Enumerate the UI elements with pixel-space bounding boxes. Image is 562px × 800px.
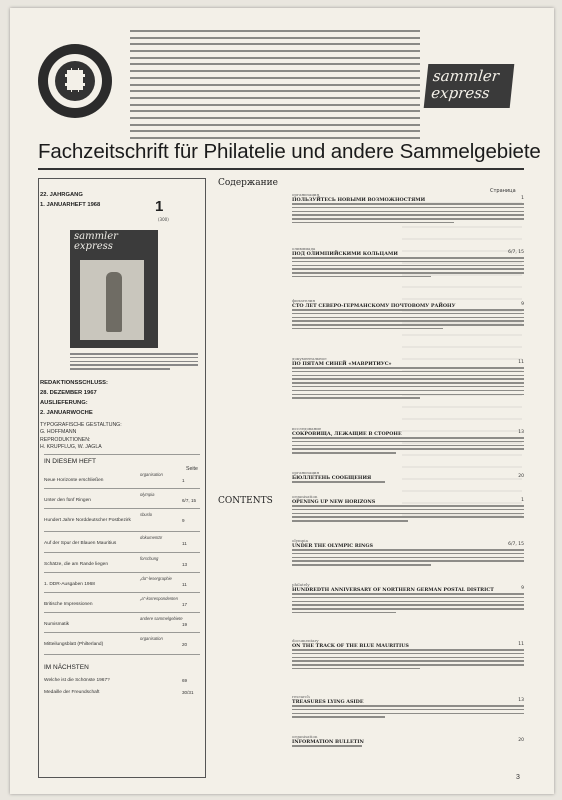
typo-label: TYPOGRAFISCHE GESTALTUNG: [40,422,122,428]
issue-number: 1 [155,198,164,215]
in-diesem-heft-heading: IN DIESEM HEFT [44,458,97,465]
russian-contents-heading: Содержание [218,178,278,188]
magazine-subtitle: Fachzeitschrift für Philatelie und andere Sammelgebiete [38,140,541,163]
ru-entry: организация ПОЛЬЗУЙТЕСЬ НОВЫМИ ВОЗМОЖНОСТЯМИ 1 [292,192,524,226]
delivery-label: AUSLIEFERUNG: [40,400,88,406]
issue-date: 1. JANUARHEFT 1968 [40,202,101,208]
en-entry: organisation OPENING UP NEW HORIZONS 1 [292,494,524,524]
ru-entry: организация БЮЛЛЕТЕНЬ СООБЩЕНИЯ 20 [292,470,524,481]
en-entry: documentary ON THE TRACK OF THE BLUE MAURITIUS 11 [292,638,524,672]
deadline-label: REDAKTIONSSCHLUSS: [40,380,108,386]
ru-entry: исследование СОКРОВИЩА, ЛЕЖАЩИЕ В СТОРОНЕ 13 [292,426,524,456]
ru-entry: филателия СТО ЛЕТ СЕВЕРО-ГЕРМАНСКОМУ ПОЧТОВОМУ РАЙОНУ 9 [292,298,524,332]
sammler-express-logo: sammler express [424,64,515,108]
delivery-date: 2. JANUARWOCHE [40,410,93,416]
seite-label: Seite [186,466,198,472]
en-entry: organisation INFORMATION BULLETIN 20 [292,734,524,745]
issue-code: (300) [158,217,169,222]
cover-thumbnail: sammler express [70,230,158,348]
cover-caption [70,353,200,372]
divider [44,454,200,455]
ru-entry: документальное ПО ПЯТАМ СИНЕЙ «МАВРИТИУС» 11 [292,356,524,401]
page-number: 3 [516,774,520,781]
year-label: 22. JAHRGANG [40,192,83,198]
deadline-date: 28. DEZEMBER 1967 [40,390,97,396]
kulturbund-seal-icon [38,44,112,118]
magazine-page: sammler express Fachzeitschrift für Philatelie und andere Sammelgebiete 22. JAHRGANG 1. JANUARHEFT 1968 1 (300) sammler express REDAKTIONSSCHLUSS: 28. DEZEMBER 1967 AUSLIEFERUNG: 2. JANUARWOCHE TYPOGRAFISCHE GESTALTUNG: G. HOFFMANN REPRODUKTIONEN: H. KRUPFLUG, W. JAGLA IN DIESEM HEFT Seite organisation Neue Horizonte erschließen 1 olympia Unter den fünf Ringen 6/7, 15 sbuslo Hundert Jahre Norddeutscher Postbezirk 9 dokumentär Auf der Spur der Blauen Mauritius 11 forschung Schätze, die am Rande liegen 13 „da“-lesergraphie 1. DDR-Ausgaben 1968 11 „a“-korrespondenten Britische Impressionen 17 andere sammelgebiete Numismatik 19 organisation Mitteilungsblatt (Philterland) 20 IM NÄCHSTEN Welche ist die Schönste 1967? 69 Medaille der Freundschaft 30/31 Содержание Страница организация ПОЛЬЗУЙТЕСЬ НОВЫМИ ВОЗМОЖНОСТЯМИ 1 олимпиада ПОД ОЛИМПИЙСКИМИ КОЛЬЦАМИ 6/7, 15 филателия СТО ЛЕТ СЕВЕРО-ГЕРМАНСКОМУ ПОЧТОВОМУ РАЙОНУ 9 документальное ПО ПЯТАМ СИНЕЙ «МАВРИТИУС» 11 исследование СОКРОВИЩА, ЛЕЖАЩИЕ В СТОРОНЕ 13 организация БЮЛЛЕТЕНЬ СООБЩЕНИЯ 20 CONTENTS organisation OPENING UP NEW HORIZONS 1 olympia UNDER THE OLYMPIC RINGS 6/7, 15 philately HUNDREDTH ANNIVERSARY OF NORTHERN GERMAN POSTAL DISTRICT 9 documentary ON THE TRACK OF THE BLUE MAURITIUS 11 research TREASURES LYING ASIDE 13 organisation INFORMATION BULLETIN 20 3 [10,8,554,794]
repro-label: REPRODUKTIONEN: [40,437,91,443]
typo-name: G. HOFFMANN [40,429,77,435]
english-contents-heading: CONTENTS [218,496,273,506]
repro-names: H. KRUPFLUG, W. JAGLA [40,444,102,450]
im-naechsten-heading: IM NÄCHSTEN [44,664,89,671]
en-entry: philately HUNDREDTH ANNIVERSARY OF NORTHERN GERMAN POSTAL DISTRICT 9 [292,582,524,616]
en-entry: research TREASURES LYING ASIDE 13 [292,694,524,720]
ru-entry: олимпиада ПОД ОЛИМПИЙСКИМИ КОЛЬЦАМИ 6/7, 15 [292,246,524,280]
title-rule [38,168,524,170]
en-entry: olympia UNDER THE OLYMPIC RINGS 6/7, 15 [292,538,524,568]
russian-page-label: Страница [490,188,516,194]
publisher-imprint-text [130,30,420,142]
